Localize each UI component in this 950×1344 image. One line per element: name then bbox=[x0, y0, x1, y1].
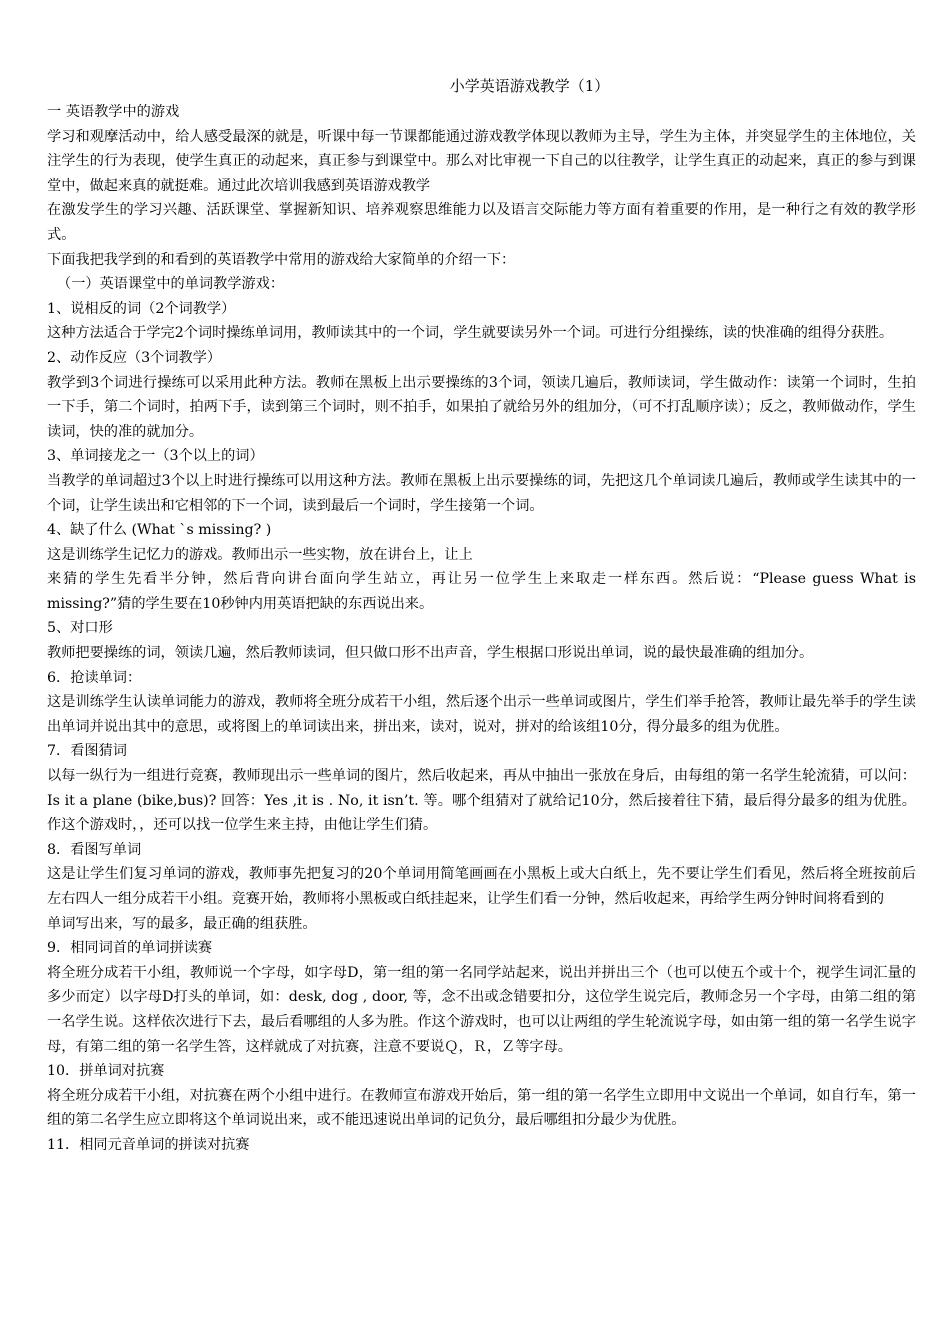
section-heading: 4、缺了什么 (What `s missing? ) bbox=[47, 522, 272, 539]
paragraph: 以每一纵行为一组进行竞赛，教师现出示一些单词的图片，然后收起来，再从中抽出一张放在身后，由每组的第一名学生轮流猜，可以问：Is it a plane (bike,bus)? 回答：Yes ,it is . No, it isn’t. 等。哪个组猜对了就给记10分，然后接着往下猜，最后得分最多的组为优胜。作这个游戏时，，还可以找一位学生来主持，由他让学生们猜。 bbox=[47, 768, 916, 834]
section-heading: 9．相同词首的单词拼读赛 bbox=[47, 940, 213, 957]
section-heading: 1、说相反的词（2个词教学） bbox=[47, 300, 236, 317]
paragraph: 来猜的学生先看半分钟，然后背向讲台面向学生站立，再让另一位学生上来取走一样东西。然后说：“Please guess What is missing?”猜的学生要在10秒钟内用英语把缺的东西说出来。 bbox=[47, 571, 916, 612]
document-body bbox=[47, 100, 916, 1158]
paragraph: 这种方法适合于学完2个词时操练单词用，教师读其中的一个词，学生就要读另外一个词。可进行分组操练，读的快准确的组得分获胜。 bbox=[47, 325, 894, 342]
paragraph: 教师把要操练的词，领读几遍，然后教师读词，但只做口形不出声音，学生根据口形说出单词，说的最快最准确的组加分。 bbox=[47, 645, 814, 662]
paragraph: 下面我把我学到的和看到的英语教学中常用的游戏给大家简单的介绍一下： bbox=[47, 251, 516, 268]
section-heading: 7．看图猜词 bbox=[47, 743, 127, 760]
paragraph: 这是训练学生记忆力的游戏。教师出示一些实物，放在讲台上，让上 bbox=[47, 546, 473, 563]
paragraph: 学习和观摩活动中，给人感受最深的就是，听课中每一节课都能通过游戏教学体现以教师为主导，学生为主体，并突显学生的主体地位，关注学生的行为表现，使学生真正的动起来，真正参与到课堂中。那么对比审视一下自己的以往教学，让学生真正的动起来，真正的参与到课堂中，做起来真的就挺难。通过此次培训我感到英语游戏教学 bbox=[47, 128, 916, 194]
section-heading: 一 英语教学中的游戏 bbox=[47, 104, 180, 120]
paragraph: 单词写出来，写的最多，最正确的组获胜。 bbox=[47, 915, 317, 932]
section-heading: 6．抢读单词： bbox=[47, 669, 142, 686]
document-title: 小学英语游戏教学（1） bbox=[449, 77, 610, 95]
paragraph: 这是让学生们复习单词的游戏，教师事先把复习的20个单词用简笔画画在小黑板上或大白纸上，先不要让学生们看见，然后将全班按前后左右四人一组分成若干小组。竞赛开始，教师将小黑板或白纸挂起来，让学生们看一分钟，然后收起来，再给学生两分钟时间将看到的 bbox=[47, 866, 916, 907]
paragraph: 这是训练学生认读单词能力的游戏，教师将全班分成若干小组，然后逐个出示一些单词或图片，学生们举手抢答，教师让最先举手的学生读出单词并说出其中的意思，或将图上的单词读出来，拼出来，读对，说对，拼对的给该组10分，得分最多的组为优胜。 bbox=[47, 694, 916, 735]
section-heading: 11．相同元音单词的拼读对抗赛 bbox=[47, 1136, 250, 1153]
paragraph: 在激发学生的学习兴趣、活跃课堂、掌握新知识、培养观察思维能力以及语言交际能力等方面有着重要的作用，是一种行之有效的教学形式。 bbox=[47, 202, 916, 243]
section-heading: 10．拼单词对抗赛 bbox=[47, 1063, 165, 1080]
paragraph: 教学到3个词进行操练可以采用此种方法。教师在黑板上出示要操练的3个词，领读几遍后，教师读词，学生做动作：读第一个词时，生拍一下手，第二个词时，拍两下手，读到第三个词时，则不拍手，如果拍了就给另外的组加分，（可不打乱顺序读）；反之，教师做动作，学生读词，快的准的就加分。 bbox=[47, 374, 916, 440]
section-heading: 3、单词接龙之一（3个以上的词） bbox=[47, 448, 264, 465]
section-heading: 8．看图写单词 bbox=[47, 841, 142, 858]
paragraph: 将全班分成若干小组，对抗赛在两个小组中进行。在教师宣布游戏开始后，第一组的第一名学生立即用中文说出一个单词，如自行车，第一组的第二名学生应立即将这个单词说出来，或不能迅速说出单词的记负分，最后哪组扣分最少为优胜。 bbox=[47, 1087, 916, 1129]
section-heading: 5、对口形 bbox=[47, 620, 113, 637]
paragraph: 当教学的单词超过3个以上时进行操练可以用这种方法。教师在黑板上出示要操练的词，先把这几个单词读几遍后，教师或学生读其中的一个词，让学生读出和它相邻的下一个词，读到最后一个词时，学生接第一个词。 bbox=[47, 472, 916, 514]
section-heading: 2、动作反应（3个词教学） bbox=[47, 349, 222, 366]
section-heading: （一）英语课堂中的单词教学游戏： bbox=[57, 276, 285, 293]
paragraph: 将全班分成若干小组，教师说一个字母，如字母D，第一组的第一名同学站起来，说出并拼出三个（也可以使五个或十个，视学生词汇量的多少而定）以字母D打头的单词，如：desk, dog , door, 等，念不出或念错要扣分，这位学生说完后，教师念另一个字母，由第二组的第一名学生说。这样依次进行下去，最后看哪组的人多为胜。作这个游戏时，也可以让两组的学生轮流说字母，如由第一组的第一名学生说字母，有第二组的第一名学生答，这样就成了对抗赛，注意不要说Ｑ，Ｒ，Ｚ等字母。 bbox=[47, 964, 916, 1055]
